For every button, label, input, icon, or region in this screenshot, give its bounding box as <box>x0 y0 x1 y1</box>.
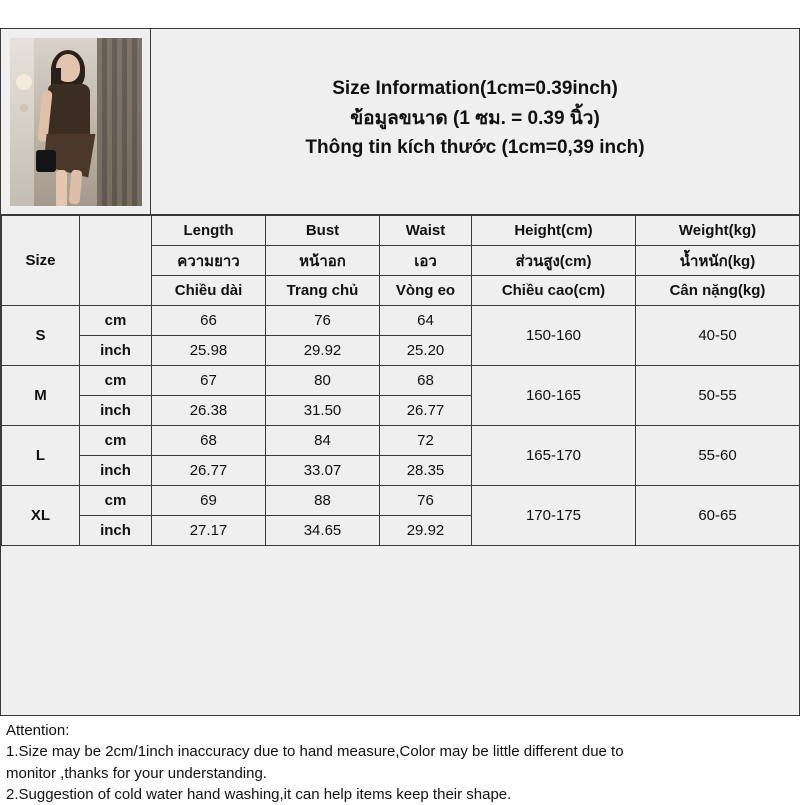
chart-header <box>1 29 799 215</box>
product-photo-cell <box>1 29 151 214</box>
header-height-th: ส่วนสูง(cm) <box>472 246 636 276</box>
photo-lamp <box>16 74 32 90</box>
s-waist-cm: 64 <box>380 306 472 336</box>
l-weight: 55-60 <box>636 426 800 486</box>
header-waist-en: Waist <box>380 216 472 246</box>
unit-inch-s: inch <box>80 336 152 366</box>
s-bust-inch: 29.92 <box>266 336 380 366</box>
chart-title-cell <box>151 29 799 214</box>
xl-bust-inch: 34.65 <box>266 516 380 546</box>
s-weight: 40-50 <box>636 306 800 366</box>
model-leg-right <box>68 169 82 204</box>
unit-cm-s: cm <box>80 306 152 336</box>
xl-weight: 60-65 <box>636 486 800 546</box>
header-length-en: Length <box>152 216 266 246</box>
header-waist-th: เอว <box>380 246 472 276</box>
table-row <box>2 426 800 456</box>
header-weight-en: Weight(kg) <box>636 216 800 246</box>
l-waist-inch: 28.35 <box>380 456 472 486</box>
title-line-en: Size Information(1cm=0.39inch) <box>332 77 618 99</box>
m-waist-inch: 26.77 <box>380 396 472 426</box>
model-dress-top <box>48 84 90 140</box>
xl-height: 170-175 <box>472 486 636 546</box>
table-header-row-en <box>2 216 800 246</box>
row-size-m: M <box>2 366 80 426</box>
xl-waist-inch: 29.92 <box>380 516 472 546</box>
m-waist-cm: 68 <box>380 366 472 396</box>
l-bust-cm: 84 <box>266 426 380 456</box>
attention-line-1: 1.Size may be 2cm/1inch inaccuracy due to hand measure,Color may be little different due to <box>6 743 624 761</box>
product-photo <box>10 38 142 206</box>
row-size-l: L <box>2 426 80 486</box>
header-bust-vi: Trang chủ <box>266 276 380 306</box>
title-line-th: ข้อมูลขนาด (1 ซม. = 0.39 นิ้ว) <box>350 107 600 129</box>
unit-inch-l: inch <box>80 456 152 486</box>
xl-length-cm: 69 <box>152 486 266 516</box>
header-height-vi: Chiều cao(cm) <box>472 276 636 306</box>
attention-heading: Attention: <box>6 722 70 739</box>
m-height: 160-165 <box>472 366 636 426</box>
m-length-cm: 67 <box>152 366 266 396</box>
s-length-inch: 25.98 <box>152 336 266 366</box>
header-weight-vi: Cân nặng(kg) <box>636 276 800 306</box>
title-line-vi: Thông tin kích thước (1cm=0,39 inch) <box>305 137 645 159</box>
l-length-cm: 68 <box>152 426 266 456</box>
s-bust-cm: 76 <box>266 306 380 336</box>
header-height-en: Height(cm) <box>472 216 636 246</box>
header-unit-cell <box>80 216 152 306</box>
table-row <box>2 486 800 516</box>
xl-bust-cm: 88 <box>266 486 380 516</box>
s-height: 150-160 <box>472 306 636 366</box>
unit-inch-m: inch <box>80 396 152 426</box>
photo-model <box>34 54 106 206</box>
s-length-cm: 66 <box>152 306 266 336</box>
m-bust-cm: 80 <box>266 366 380 396</box>
row-size-s: S <box>2 306 80 366</box>
header-length-vi: Chiều dài <box>152 276 266 306</box>
row-size-xl: XL <box>2 486 80 546</box>
unit-inch-xl: inch <box>80 516 152 546</box>
attention-block <box>0 716 800 805</box>
unit-cm-xl: cm <box>80 486 152 516</box>
m-weight: 50-55 <box>636 366 800 426</box>
xl-waist-cm: 76 <box>380 486 472 516</box>
m-bust-inch: 31.50 <box>266 396 380 426</box>
m-length-inch: 26.38 <box>152 396 266 426</box>
s-waist-inch: 25.20 <box>380 336 472 366</box>
header-length-th: ความยาว <box>152 246 266 276</box>
l-length-inch: 26.77 <box>152 456 266 486</box>
unit-cm-l: cm <box>80 426 152 456</box>
table-row <box>2 306 800 336</box>
l-waist-cm: 72 <box>380 426 472 456</box>
header-size-cell: Size <box>2 216 80 306</box>
attention-line-2: monitor ,thanks for your understanding. <box>6 764 267 782</box>
attention-line-3: 2.Suggestion of cold water hand washing,it can help items keep their shape. <box>6 785 512 803</box>
table-row <box>2 366 800 396</box>
header-bust-en: Bust <box>266 216 380 246</box>
unit-cm-m: cm <box>80 366 152 396</box>
l-height: 165-170 <box>472 426 636 486</box>
header-weight-th: น้ำหนัก(kg) <box>636 246 800 276</box>
model-leg-left <box>56 170 67 206</box>
l-bust-inch: 33.07 <box>266 456 380 486</box>
header-waist-vi: Vòng eo <box>380 276 472 306</box>
size-table <box>1 215 800 546</box>
model-handbag <box>36 150 56 172</box>
header-bust-th: หน้าอก <box>266 246 380 276</box>
xl-length-inch: 27.17 <box>152 516 266 546</box>
size-chart-container <box>0 28 800 716</box>
